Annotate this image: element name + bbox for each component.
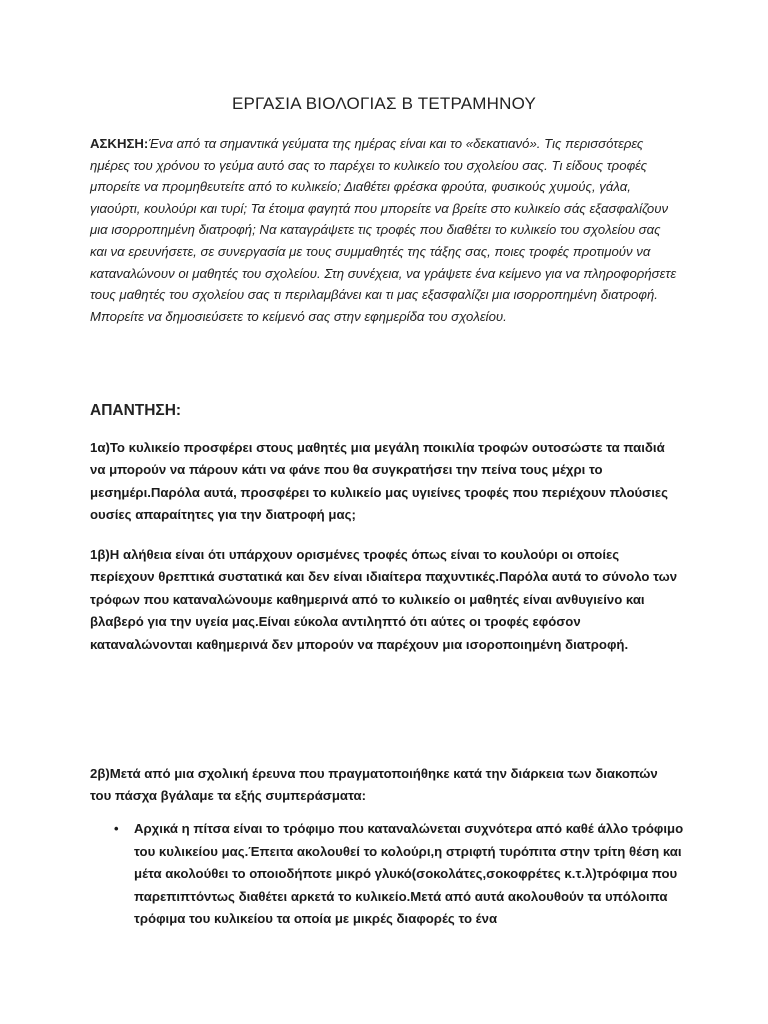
exercise-paragraph	[90, 133, 678, 327]
answer-heading: ΑΠΑΝΤΗΣΗ:	[90, 402, 182, 419]
document-title: ΕΡΓΑΣΙΑ ΒΙΟΛΟΓΙΑΣ Β ΤΕΤΡΑΜΗΝΟΥ	[231, 94, 537, 113]
list-item	[90, 818, 684, 931]
exercise-text: Ένα από τα σημαντικά γεύματα της ημέρας είναι και το «δεκατιανό». Τις περισσότερες ημέρες του χρόνου το γεύμα αυτό σας το παρέχει το κυλικείο του σχολείου σας. Τι είδους τροφές μπορείτε να προμηθευτείτε από το κυλικείο; Διαθέτει φρέσκα φρούτα, φυσικούς χυμούς, γάλα, γιαούρτι, κουλούρι και τυρί; Τα έτοιμα φαγητά που μπορείτε να βρείτε στο κυλικείο σάς εξασφαλίζουν μια ισορροπημένη διατροφή; Να καταγράψετε τις τροφές που διαθέτει το κυλικείο του σχολείου σας και να ερευνήσετε, σε συνεργασία με τους συμμαθητές της τάξης σας, ποιες τροφές προτιμούν να καταναλώνουν οι μαθητές του σχολείου. Στη συνέχεια, να γράψετε ένα κείμενο για να πληροφορήσετε τους μαθητές του σχολείου σας τι περιλαμβάνει και τι μας εξασφαλίζει μια ισορροπημένη διατροφή. Μπορείτε να δημοσιεύσετε το κείμενό σας στην εφημερίδα του σχολείου.	[90, 136, 677, 324]
exercise-label: ΑΣΚΗΣΗ:	[90, 136, 149, 151]
conclusions-list	[90, 818, 684, 931]
bullet-icon: •	[114, 821, 119, 836]
answer-2b-paragraph: 2β)Μετά από μια σχολική έρευνα που πραγματοποιήθηκε κατά την διάρκεια των διακοπών του πάσχα βγάλαμε τα εξής συμπεράσματα:	[90, 766, 658, 804]
list-item-text: Αρχικά η πίτσα είναι το τρόφιμο που καταναλώνεται συχνότερα από καθέ άλλο τρόφιμο του κυλικείου μας.Έπειτα ακολουθεί το κολούρι,η στριφτή τυρόπιτα στην τρίτη θέση και μέτα ακολούθει το οποιοδήποτε μικρό γλυκό(σοκολάτες,σοκοφρέτες κ.τ.λ)τρόφιμα που παρεπιπτόντως διαθέτει αρκετά το κυλικείο.Μετά από αυτά ακολουθούν τα υπόλοιπα τρόφιμα του κυλικείου τα οποία με μικρές διαφορές το ένα	[134, 821, 684, 927]
answer-1b-paragraph: 1β)Η αλήθεια είναι ότι υπάρχουν ορισμένες τροφές όπως είναι το κουλούρι οι οποίες περίεχουν θρεπτικά συστατικά και δεν είναι ιδιαίτερα παχυντικές.Παρόλα αυτά το σύνολο των τρόφων που καταναλώνουμε καθημερινά από το κυλικείο οι μαθητές είναι ανθυγιείνο και βλαβερό για την υγεία μας.Είναι εύκολα αντιληπτό ότι αύτες οι τροφές εφόσον καταναλώνονται καθημερινά δεν μπορούν να παρέχουν μια ισοροποιημένη διατροφή.	[90, 547, 678, 652]
answer-1a-paragraph: 1α)Το κυλικείο προσφέρει στους μαθητές μια μεγάλη ποικιλία τροφών ουτοσώστε τα παιδιά να μπορούν να πάρουν κάτι να φάνε που θα συγκρατήσει την πείνα τους μέχρι το μεσημέρι.Παρόλα αυτά, προσφέρει το κυλικείο μας υγιείνες τροφές που περιέχουν πλούσιες ουσίες απαραίτητες για την διατροφή μας;	[90, 440, 668, 523]
